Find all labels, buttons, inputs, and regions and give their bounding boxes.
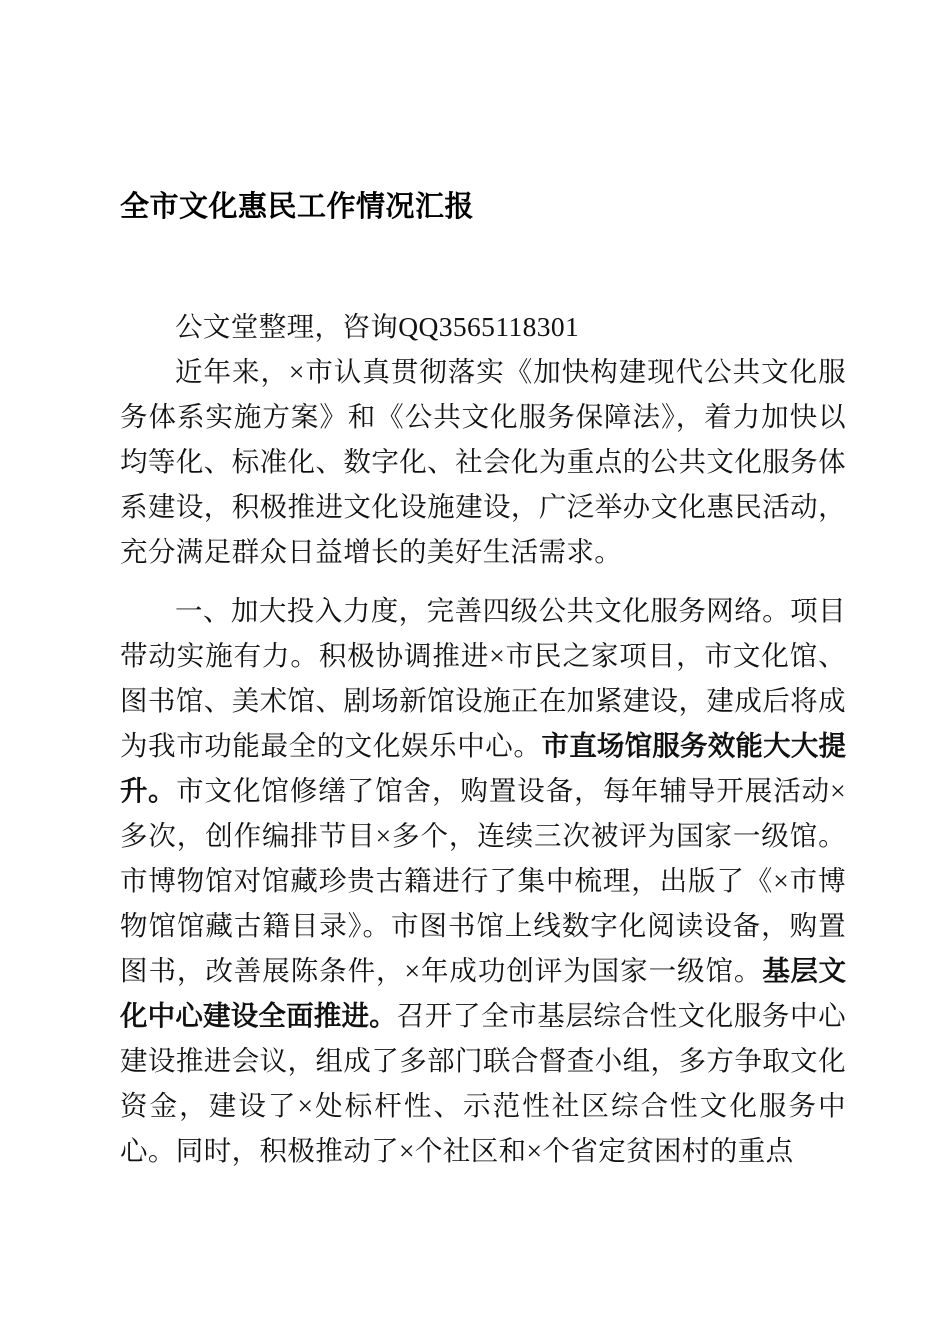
text-run-plain-2: 市文化馆修缮了馆舍，购置设备，每年辅导开展活动×多次，创作编排节目×多个，连续三次被评为国家一级馆。市博物馆对馆藏珍贵古籍进行了集中梳理，出版了《×市博物馆馆藏古籍目录》。市图书馆上线数字化阅读设备，购置图书，改善展陈条件，×年成功创评为国家一级馆。 [120, 775, 847, 986]
title-spacer [120, 228, 846, 304]
text-run-plain: 一、加大投入力度，完善四级公共文化服务网络。项目带动实施有力。积极协调推进×市民之家项目，市文化馆、图书馆、美术馆、剧场新馆设施正在加紧建设，建成后将成为我市功能最全的文化娱乐中心。 [120, 595, 846, 761]
page-title: 全市文化惠民工作情况汇报 [120, 191, 475, 223]
paragraph-intro: 近年来，×市认真贯彻落实《加快构建现代公共文化服务体系实施方案》和《公共文化服务保障法》，着力加快以均等化、标准化、数字化、社会化为重点的公共文化服务体系建设，积极推进文化设施建设，广泛举办文化惠民活动，充分满足群众日益增长的美好生活需求。 [120, 356, 846, 567]
document-body [120, 186, 846, 1173]
paragraph-section-one [120, 588, 846, 1173]
byline-text: 公文堂整理，咨询QQ3565118301 [175, 311, 580, 342]
text-run-bold-grassroots-center: 基层文化中心建设全面推进。 [120, 955, 846, 1031]
text-run-bold-venue-efficiency: 市直场馆服务效能大大提升。 [120, 730, 846, 806]
text-run-plain-3: 召开了全市基层综合性文化服务中心建设推进会议，组成了多部门联合督查小组，多方争取文化资金，建设了×处标杆性、示范性社区综合性文化服务中心。同时，积极推动了×个社区和×个省定贫困村的重点 [120, 1000, 846, 1166]
